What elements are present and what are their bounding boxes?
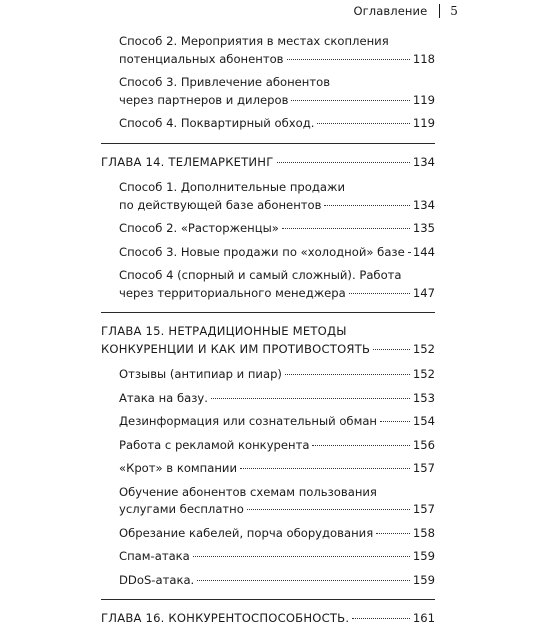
chapter-divider [101, 143, 435, 144]
toc-entry-title-line: Дезинформация или сознательный обман [119, 414, 378, 428]
dot-leader [349, 293, 410, 294]
dot-leader [408, 252, 410, 253]
toc-section-entry[interactable] [101, 220, 435, 238]
toc-section-entry[interactable] [101, 179, 435, 214]
toc-entry-title-line: через партнеров и дилеров [119, 92, 289, 107]
dot-leader [317, 123, 409, 124]
toc-entry-title-line: ГЛАВА 15. НЕТРАДИЦИОННЫЕ МЕТОДЫ [101, 324, 347, 338]
toc-chapter-entry[interactable] [101, 154, 435, 172]
toc-section-entry[interactable] [101, 244, 435, 262]
toc-entry-title-line: Способ 3. Привлечение абонентов [119, 75, 331, 89]
toc-page-number: 157 [412, 502, 435, 516]
toc-section-entry[interactable] [101, 33, 435, 68]
toc-entry-title-line: Атака на базу. [119, 390, 208, 405]
toc-page-number: 135 [412, 221, 435, 235]
dot-leader [197, 580, 410, 581]
toc-entry-title-line: по действующей базе абонентов [119, 197, 322, 212]
toc-page-number: 154 [412, 414, 435, 428]
dot-leader [380, 421, 410, 422]
dot-leader [324, 205, 409, 206]
dot-leader [277, 162, 410, 163]
toc-page-number: 153 [412, 390, 435, 405]
toc-entry-title-line: Способ 4. Поквартирный обход. [119, 116, 315, 130]
toc-page-number: 144 [412, 244, 435, 259]
toc-page-number: 118 [412, 51, 435, 66]
chapter-divider [101, 312, 435, 313]
toc-entry-title-line: потенциальных абонентов [119, 51, 284, 66]
toc-section-entry[interactable] [101, 437, 435, 455]
toc-section-entry[interactable] [101, 548, 435, 566]
toc-chapter-entry[interactable] [101, 323, 435, 358]
toc-entry-title-line: Способ 4 (спорный и самый сложный). Работа [119, 268, 402, 282]
toc-section-entry[interactable] [101, 390, 435, 408]
toc-entry-title-line: через территориального менеджера [119, 285, 346, 300]
dot-leader [211, 398, 410, 399]
toc-section-entry[interactable] [101, 74, 435, 109]
dot-leader [312, 445, 409, 446]
toc-entry-title-line: Отзывы (антипиар и пиар) [119, 367, 282, 381]
toc-page-number: 134 [412, 154, 435, 169]
toc-section-entry[interactable] [101, 413, 435, 431]
toc-entry-title-line: ГЛАВА 16. КОНКУРЕНТОСПОСОБНОСТЬ. [101, 611, 350, 625]
toc-entry-title-line: Способ 2. «Расторженцы» [119, 221, 279, 235]
dot-leader [240, 468, 410, 469]
toc-entry-title-line: Обучение абонентов схемам пользования [119, 484, 377, 499]
toc-page-number: 161 [412, 611, 435, 625]
toc-entry-title-line: КОНКУРЕНЦИИ И КАК ИМ ПРОТИВОСТОЯТЬ [101, 341, 371, 356]
toc-page-number: 147 [412, 285, 435, 300]
toc-page-number: 158 [412, 525, 435, 540]
dot-leader [376, 533, 410, 534]
toc-page-number: 119 [412, 116, 435, 130]
table-of-contents [101, 33, 435, 636]
dot-leader [291, 100, 409, 101]
dot-leader [373, 349, 410, 350]
toc-page-number: 157 [412, 461, 435, 475]
running-head-page-number: 5 [450, 4, 458, 18]
toc-chapter-entry[interactable] [101, 610, 435, 628]
toc-page-number: 159 [412, 549, 435, 563]
toc-entry-title-line: Способ 3. Новые продажи по «холодной» базе [119, 244, 405, 259]
toc-entry-title-line: услугами бесплатно [119, 502, 244, 516]
toc-section-entry[interactable] [101, 115, 435, 133]
dot-leader [282, 228, 410, 229]
running-head [353, 4, 458, 18]
toc-section-entry[interactable] [101, 525, 435, 543]
dot-leader [352, 618, 410, 619]
toc-page-number: 152 [412, 367, 435, 381]
toc-entry-title-line: Обрезание кабелей, порча оборудования [119, 525, 374, 540]
toc-entry-title-line: DDoS-атака. [119, 572, 195, 587]
toc-page-number: 159 [412, 572, 435, 587]
toc-page-number: 119 [412, 92, 435, 107]
toc-entry-title-line: Способ 2. Мероприятия в местах скопления [119, 34, 389, 48]
toc-section-entry[interactable] [101, 460, 435, 478]
dot-leader [285, 374, 410, 375]
toc-page-number: 156 [412, 437, 435, 452]
toc-entry-title-line: Спам-атака [119, 549, 190, 563]
dot-leader [247, 509, 410, 510]
toc-entry-title-line: «Крот» в компании [119, 461, 238, 475]
dot-leader [193, 556, 410, 557]
toc-section-entry[interactable] [101, 366, 435, 384]
toc-section-entry[interactable] [101, 267, 435, 302]
chapter-divider [101, 599, 435, 600]
toc-entry-title-line: Работа с рекламой конкурента [119, 437, 310, 452]
dot-leader [287, 59, 410, 60]
toc-section-entry[interactable] [101, 572, 435, 590]
toc-page-number: 134 [412, 197, 435, 212]
toc-entry-title-line: Способ 1. Дополнительные продажи [119, 180, 345, 194]
running-head-section: Оглавление [353, 4, 428, 18]
toc-entry-title-line: ГЛАВА 14. ТЕЛЕМАРКЕТИНГ [101, 154, 274, 169]
toc-page-number: 152 [412, 341, 435, 356]
toc-section-entry[interactable] [101, 484, 435, 519]
running-head-divider [439, 4, 440, 18]
